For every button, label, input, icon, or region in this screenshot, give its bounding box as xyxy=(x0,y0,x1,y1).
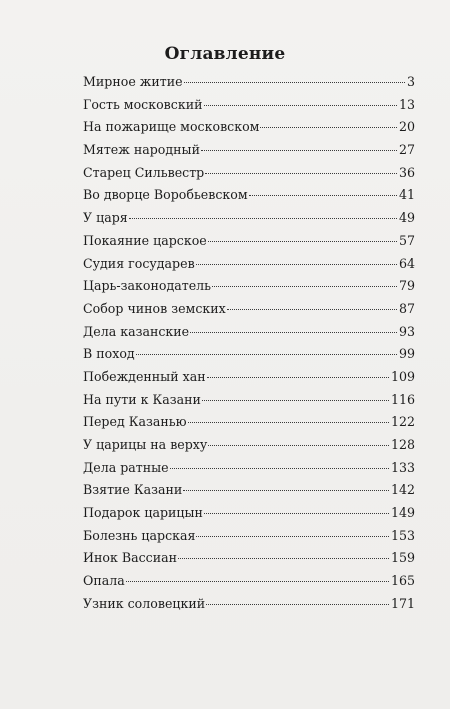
chapter-title: Перед Казанью xyxy=(83,414,187,430)
chapter-title: Мятеж народный xyxy=(83,142,200,158)
page-number: 99 xyxy=(398,346,415,362)
chapter-title: Покаяние царское xyxy=(83,232,207,248)
page-number: 64 xyxy=(398,255,415,271)
toc-entry xyxy=(83,95,415,118)
toc-entry xyxy=(83,367,415,390)
chapter-title: Дела казанские xyxy=(83,323,190,339)
toc-entry xyxy=(83,594,415,617)
dot-leader xyxy=(178,558,389,559)
dot-leader xyxy=(227,309,397,310)
toc-entry xyxy=(83,344,415,367)
chapter-title: У царицы на верху xyxy=(83,437,208,452)
page-number: 159 xyxy=(390,550,415,566)
page-number: 13 xyxy=(398,96,415,112)
toc-entry xyxy=(83,140,415,163)
dot-leader xyxy=(126,581,389,582)
chapter-title: Подарок царицын xyxy=(83,505,203,521)
dot-leader xyxy=(208,445,389,446)
toc-entry xyxy=(83,276,415,299)
chapter-title: Дела ратные xyxy=(83,459,169,475)
dot-leader xyxy=(196,264,397,265)
toc-list xyxy=(83,72,415,617)
page-number: 153 xyxy=(390,527,415,543)
toc-entry xyxy=(83,548,415,571)
chapter-title: Судия государев xyxy=(83,255,195,271)
page-number: 79 xyxy=(398,278,415,294)
dot-leader xyxy=(207,377,389,378)
toc-entry xyxy=(83,503,415,526)
chapter-title: На пути к Казани xyxy=(83,391,201,407)
page-number: 171 xyxy=(390,595,415,611)
toc-entry xyxy=(83,526,415,549)
page-number: 3 xyxy=(406,74,415,89)
dot-leader xyxy=(188,422,389,423)
dot-leader xyxy=(183,490,389,491)
page-number: 142 xyxy=(390,482,415,498)
dot-leader xyxy=(212,286,397,287)
toc-entry xyxy=(83,480,415,503)
page-number: 49 xyxy=(398,210,415,226)
dot-leader xyxy=(202,400,389,401)
toc-entry xyxy=(83,458,415,481)
toc-entry xyxy=(83,412,415,435)
chapter-title: Побежденный хан xyxy=(83,368,206,384)
toc-entry xyxy=(83,299,415,322)
toc-entry xyxy=(83,163,415,186)
page-number: 109 xyxy=(390,368,415,384)
page-number: 20 xyxy=(398,119,415,135)
chapter-title: Болезнь царская xyxy=(83,527,196,543)
page-number: 41 xyxy=(398,187,415,203)
dot-leader xyxy=(190,332,397,333)
page-number: 122 xyxy=(390,414,415,430)
dot-leader xyxy=(208,241,397,242)
dot-leader xyxy=(260,127,397,128)
dot-leader xyxy=(196,536,388,537)
dot-leader xyxy=(204,513,389,514)
page-number: 133 xyxy=(390,459,415,475)
dot-leader xyxy=(204,105,397,106)
dot-leader xyxy=(206,604,389,605)
toc-entry xyxy=(83,117,415,140)
dot-leader xyxy=(136,354,397,355)
chapter-title: Во дворце Воробьевском xyxy=(83,187,248,203)
page-number: 149 xyxy=(390,505,415,521)
chapter-title: В поход xyxy=(83,346,135,362)
toc-entry xyxy=(83,254,415,277)
toc-entry xyxy=(83,185,415,208)
dot-leader xyxy=(201,150,397,151)
chapter-title: Собор чинов земских xyxy=(83,300,226,316)
page-number: 93 xyxy=(398,323,415,339)
page-number: 36 xyxy=(398,164,415,180)
chapter-title: У царя xyxy=(83,210,128,226)
chapter-title: Старец Сильвестр xyxy=(83,164,205,180)
toc-entry xyxy=(83,390,415,413)
dot-leader xyxy=(170,468,389,469)
chapter-title: Опала xyxy=(83,573,125,589)
chapter-title: Мирное житие xyxy=(83,74,183,89)
chapter-title: Узник соловецкий xyxy=(83,595,206,611)
chapter-title: Царь-законодатель xyxy=(83,278,212,294)
toc-entry xyxy=(83,231,415,254)
chapter-title: Взятие Казани xyxy=(83,482,183,498)
dot-leader xyxy=(184,82,405,83)
chapter-title: Инок Вассиан xyxy=(83,550,177,566)
page-number: 116 xyxy=(390,391,415,407)
chapter-title: Гость московский xyxy=(83,96,203,112)
dot-leader xyxy=(249,195,397,196)
toc-entry xyxy=(83,322,415,345)
toc-entry xyxy=(83,571,415,594)
toc-heading: Оглавление xyxy=(164,44,286,64)
toc-entry xyxy=(83,435,415,458)
chapter-title: На пожарище московском xyxy=(83,119,260,135)
page-number: 57 xyxy=(398,232,415,248)
page-number: 87 xyxy=(398,300,415,316)
page-number: 27 xyxy=(398,142,415,158)
toc-entry xyxy=(83,72,415,95)
dot-leader xyxy=(129,218,397,219)
page-number: 165 xyxy=(390,573,415,589)
toc-entry xyxy=(83,208,415,231)
page-number: 128 xyxy=(390,437,415,452)
dot-leader xyxy=(205,173,397,174)
